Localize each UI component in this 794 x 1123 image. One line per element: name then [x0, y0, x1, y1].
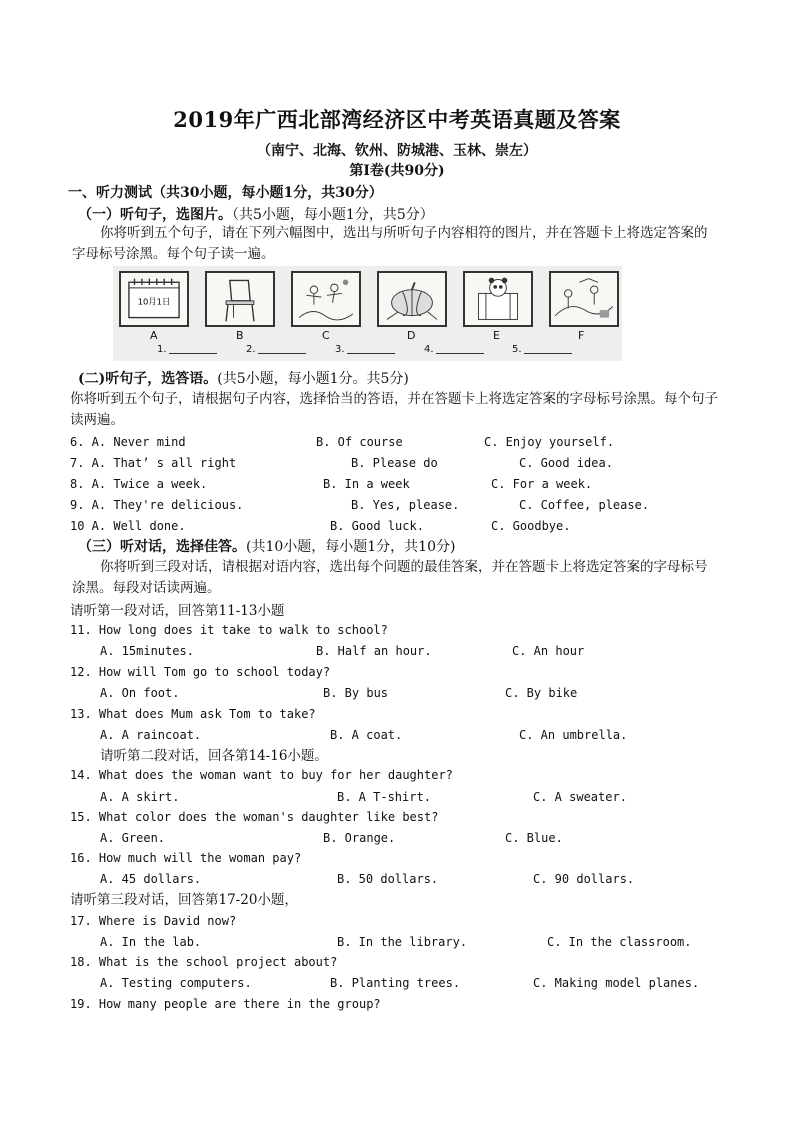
q19-question: 19. How many people are there in the group? [70, 997, 381, 1011]
q15-option-b: B. Orange. [323, 831, 396, 845]
q14-option-c: C. A sweater. [533, 790, 627, 804]
q11-option-a: A. 15minutes. [100, 644, 194, 658]
answer-blank-2 [246, 344, 306, 355]
section1-note: （共5小题，每小题1分，共5分） [232, 207, 434, 223]
q15-option-c: C. Blue. [505, 831, 563, 845]
document-title: 2019年广西北部湾经济区中考英语真题及答案 [173, 107, 621, 132]
q17-question: 17. Where is David now? [70, 914, 237, 928]
q10-option-b: B. Good luck. [330, 519, 424, 533]
q11-option-c: C. An hour [512, 644, 585, 658]
dialog1-intro: 请听第一段对话，回答第11-13小题 [70, 603, 285, 619]
q12-option-b: B. By bus [323, 686, 389, 700]
q14-option-b: B. A T-shirt. [337, 790, 431, 804]
picture-label-c: C [322, 329, 330, 342]
section3-heading [78, 536, 455, 556]
section2-note: (共5小题，每小题1分。共5分) [217, 371, 409, 387]
q18-option-a: A. Testing computers. [100, 976, 252, 990]
picture-label-a: A [150, 329, 158, 342]
answer-blank-2-number: 2. [246, 344, 256, 355]
picture-label-d: D [407, 329, 416, 342]
calendar-text: 10月1日 [137, 296, 171, 307]
q9-option-a: 9. A. They're delicious. [70, 498, 244, 512]
q6-option-a: 6. A. Never mind [70, 435, 186, 449]
picture-e-panda [463, 271, 533, 327]
q16-option-b: B. 50 dollars. [337, 872, 439, 886]
q10-option-a: 10 A. Well done. [70, 519, 186, 533]
answer-blank-1 [157, 344, 217, 355]
picture-label-e: E [493, 329, 500, 342]
section1-title: （一）听句子，选图片。 [78, 207, 232, 223]
section2-heading [78, 368, 409, 388]
q8-option-b: B. In a week [323, 477, 410, 491]
section2-instruction: 你将听到五个句子，请根据句子内容，选择恰当的答语，并在答题卡上将选定答案的字母标号涂黑。每个句子读两遍。 [70, 391, 718, 428]
section2-title: (二)听句子，选答语。 [78, 371, 218, 387]
q9-option-b: B. Yes, please. [351, 498, 460, 512]
answer-blank-5 [512, 344, 572, 355]
answer-blank-5-number: 5. [512, 344, 522, 355]
q6-option-b: B. Of course [316, 435, 403, 449]
q6-option-c: C. Enjoy yourself. [484, 435, 615, 449]
document-subtitle: （南宁、北海、钦州、防城港、玉林、崇左） [257, 143, 537, 159]
picture-b-chair [205, 271, 275, 327]
q17-option-c: C. In the classroom. [547, 935, 692, 949]
section3-note: (共10小题，每小题1分，共10分) [246, 539, 456, 555]
volume-label: 第Ⅰ卷(共90分) [349, 163, 445, 179]
picture-label-f: F [578, 329, 585, 342]
q16-option-c: C. 90 dollars. [533, 872, 635, 886]
q13-option-c: C. An umbrella. [519, 728, 628, 742]
section1-instruction: 你将听到五个句子，请在下列六幅图中，选出与所听句子内容相符的图片，并在答题卡上将选定答案的字母标号涂黑。每个句子读一遍。 [72, 225, 708, 262]
q7-option-a: 7. A. That’ s all right [70, 456, 237, 470]
q18-question: 18. What is the school project about? [70, 955, 338, 969]
q13-option-b: B. A coat. [330, 728, 403, 742]
q10-option-c: C. Goodbye. [491, 519, 571, 533]
q12-option-c: C. By bike [505, 686, 578, 700]
q16-option-a: A. 45 dollars. [100, 872, 202, 886]
answer-blank-3-number: 3. [335, 344, 345, 355]
q13-question: 13. What does Mum ask Tom to take? [70, 707, 316, 721]
q18-option-c: C. Making model planes. [533, 976, 700, 990]
section3-title: （三）听对话，选择佳答。 [78, 539, 246, 555]
picture-c-children [291, 271, 361, 327]
q8-option-c: C. For a week. [491, 477, 593, 491]
picture-label-b: B [236, 329, 244, 342]
q18-option-b: B. Planting trees. [330, 976, 461, 990]
dialog3-intro: 请听第三段对话，回答第17-20小题， [70, 892, 298, 908]
q12-question: 12. How will Tom go to school today? [70, 665, 331, 679]
answer-blank-4-number: 4. [424, 344, 434, 355]
answer-blank-4 [424, 344, 484, 355]
q8-option-a: 8. A. Twice a week. [70, 477, 208, 491]
q14-option-a: A. A skirt. [100, 790, 180, 804]
q14-question: 14. What does the woman want to buy for her daughter? [70, 768, 453, 782]
q15-question: 15. What color does the woman's daughter like best? [70, 810, 439, 824]
section1-heading [78, 204, 434, 224]
answer-blank-1-number: 1. [157, 344, 167, 355]
picture-d-pumpkin [377, 271, 447, 327]
picture-a-calendar [119, 271, 189, 327]
q7-option-b: B. Please do [351, 456, 438, 470]
answer-blank-3 [335, 344, 395, 355]
q7-option-c: C. Good idea. [519, 456, 613, 470]
q11-option-b: B. Half an hour. [316, 644, 432, 658]
q17-option-a: A. In the lab. [100, 935, 202, 949]
part1-heading: 一、听力测试（共30小题，每小题1分，共30分） [68, 185, 383, 201]
dialog2-intro: 请听第二段对话，回各第14-16小题。 [100, 748, 328, 764]
q13-option-a: A. A raincoat. [100, 728, 202, 742]
q9-option-c: C. Coffee, please. [519, 498, 650, 512]
section3-instruction: 你将听到三段对话，请根据对语内容，选出每个问题的最佳答案，并在答题卡上将选定答案的字母标号涂黑。每段对话读两遍。 [72, 559, 708, 596]
q11-question: 11. How long does it take to walk to school? [70, 623, 388, 637]
q16-question: 16. How much will the woman pay? [70, 851, 302, 865]
picture-strip [113, 266, 622, 361]
q12-option-a: A. On foot. [100, 686, 180, 700]
q15-option-a: A. Green. [100, 831, 166, 845]
q17-option-b: B. In the library. [337, 935, 468, 949]
picture-f-scene [549, 271, 619, 327]
